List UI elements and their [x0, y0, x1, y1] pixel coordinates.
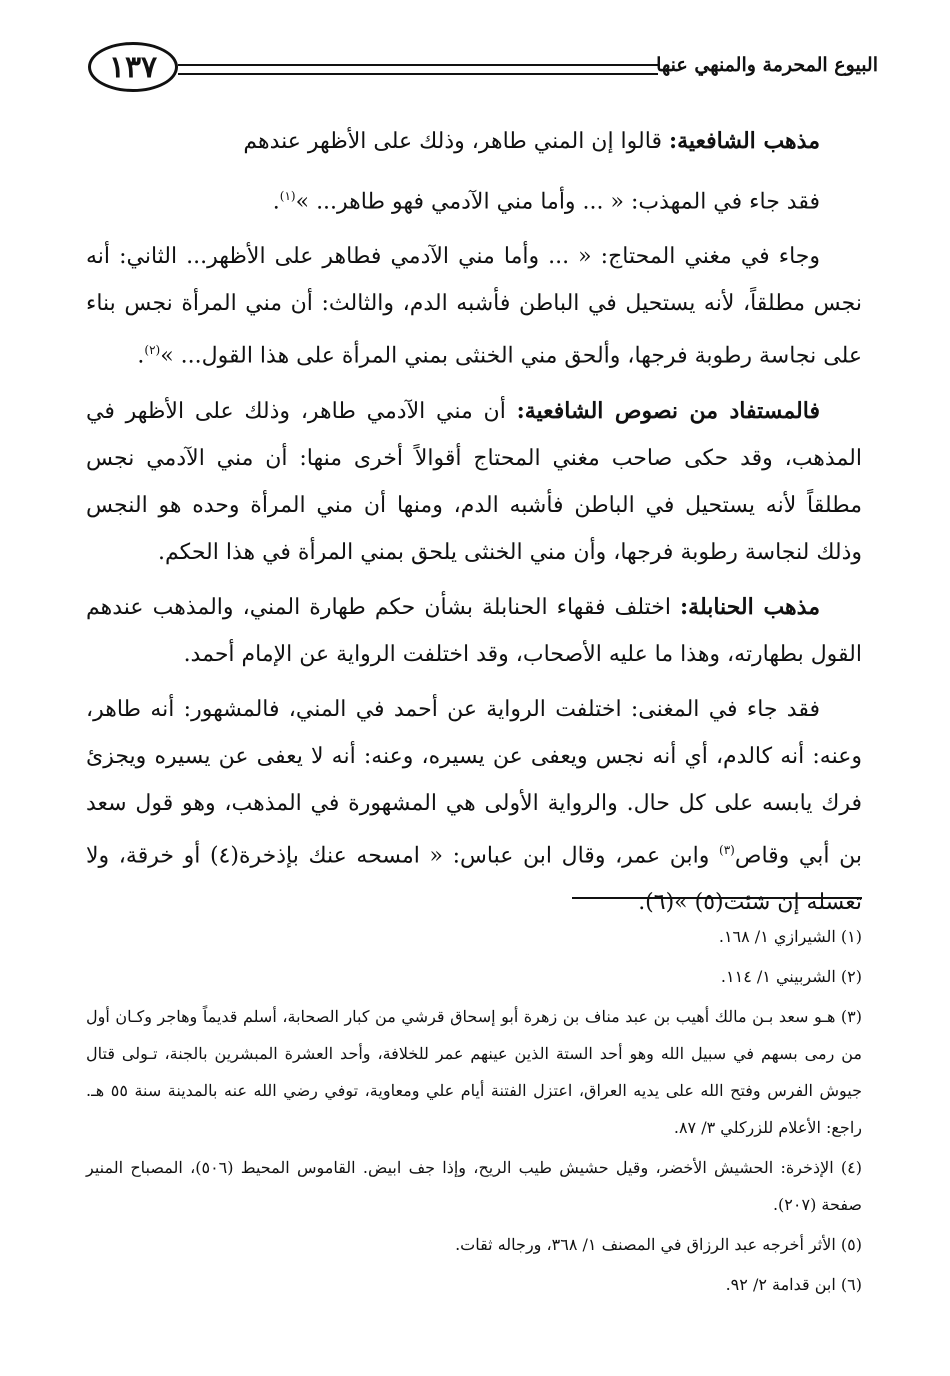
footnote: (٦) ابن قدامة ٢/ ٩٢. — [725, 1275, 862, 1294]
page-header — [88, 38, 878, 98]
footnote: (٣) هـو سعد بـن مالك أهيب بن عبد مناف بن زهرة أبو إسحاق قرشي من كبار الصحابة، أسلم قديماً وهاجر وكـان أول من رمى بسهم في سبيل الله وهو أحد الستة الذين عينهم عمر للخلافة، وأحد العشرة المبشرين بالجنة، تـولى قتال جيوش الفرس وفتح الله على يديه العراق، اعتزل الفتنة أيام علي ومعاوية، توفي رضي الله عنه بالمدينة سنة ٥٥ هـ. راجع: الأعلام للزركلي ٣/ ٨٧. — [86, 1007, 863, 1137]
footnote-separator — [572, 897, 862, 899]
paragraph-mughni: فقد جاء في المغنى: اختلفت الرواية عن أحمد في المني، فالمشهور: أنه طاهر، وعنه: أنه كالدم، أي أنه نجس ويعفى عن يسيره، وعنه: أنه لا يعفى عن يسيره ويجزئ فرك يابسه على كل حال. والرواية الأولى هي المشهورة في المذهب، وهو قول سعد بن أبي وقاص$^{(٣)}$ وابن عمر، وقال ابن عباس: « امسحه عنك بإذخرة(٤) أو خرقة، ولا تغسله إن شئت(٥) »(٦). — [86, 696, 863, 915]
paragraph-text: اختلف فقهاء الحنابلة بشأن حكم طهارة المني، والمذهب عندهم القول بطهارته، وهذا ما عليه الأصحاب، وقد اختلفت الرواية عن الإمام أحمد. — [86, 594, 862, 667]
paragraph-mughni-muhtaj: وجاء في مغني المحتاج: « ... وأما مني الآدمي فطاهر على الأظهر... الثاني: أنه نجس مطلقاً، لأنه يستحيل في الباطن فأشبه الدم، والثالث: أن مني المرأة نجس بناء على نجاسة رطوبة فرجها، وألحق مني الخنثى بمني المرأة على هذا القول... »$^{(٢)}$. — [86, 244, 862, 369]
paragraph-hanbali — [86, 584, 862, 678]
header-double-rule — [178, 64, 658, 75]
footnote-ref[interactable]: (٣) — [719, 842, 735, 857]
footnote-ref[interactable]: (٢) — [144, 343, 161, 358]
paragraph-lead: مذهب الشافعية: — [668, 128, 820, 154]
footnote: (٤) الإذخرة: الحشيش الأخضر، وقيل حشيش طيب الريح، وإذا جف ابيض. القاموس المحيط (٥٠٦)، المصباح المنير صفحة (٢٠٧). — [86, 1158, 863, 1214]
footnote: (١) الشيرازي ١/ ١٦٨. — [718, 927, 862, 946]
paragraph-text: فقد جاء في المهذب: « ... وأما مني الآدمي فهو طاهر... » — [295, 189, 820, 215]
paragraph-text: وجاء في مغني المحتاج: « ... وأما مني الآدمي فطاهر على الأظهر... الثاني: أنه نجس مطلقاً، لأنه يستحيل في الباطن فأشبه الدم، والثالث: أن مني المرأة نجس بناء على نجاسة رطوبة فرجها، وألحق مني الخنثى بمني المرأة على هذا القول... » — [86, 244, 862, 369]
main-text — [86, 118, 862, 934]
paragraph-lead: فالمستفاد من نصوص الشافعية: — [516, 397, 820, 424]
paragraph-lead: مذهب الحنابلة: — [680, 593, 820, 620]
page-number: ١٣٧ — [88, 42, 178, 92]
paragraph-conclusion-shafii — [86, 388, 862, 576]
running-title: البيوع المحرمة والمنهي عنها — [656, 54, 878, 76]
footnote-ref[interactable]: (١) — [279, 189, 296, 203]
paragraph-text: فقد جاء في المغنى: اختلفت الرواية عن أحمد في المني، فالمشهور: أنه طاهر، وعنه: أنه كالدم، أي أنه نجس ويعفى عن يسيره، وعنه: أنه لا يعفى عن يسيره ويجزئ فرك يابسه على كل حال. والرواية الأولى هي المشهورة في المذهب، وهو قول سعد بن أبي وقاص — [86, 696, 863, 868]
footnotes — [86, 918, 862, 1306]
paragraph-shafii — [86, 118, 862, 165]
paragraph-text: أن مني الآدمي طاهر، وذلك على الأظهر في المذهب، وقد حكى صاحب مغني المحتاج أقوالاً أخرى منها: أن مني الآدمي نجس مطلقاً لأنه يستحيل في الباطن فأشبه الدم، ومنها أن مني المرأة وحده هو النجس وذلك لنجاسة رطوبة فرجها، وأن مني الخنثى يلحق بمني المرأة في هذا الحكم. — [86, 398, 862, 565]
footnote: (٢) الشربيني ١/ ١١٤. — [720, 967, 862, 986]
paragraph-muhadhdhab: فقد جاء في المهذب: « ... وأما مني الآدمي فهو طاهر... »$^{(١)}$. — [272, 189, 820, 215]
footnote: (٥) الأثر أخرجه عبد الرزاق في المصنف ١/ ٣٦٨، ورجاله ثقات. — [455, 1235, 862, 1254]
paragraph-text: قالوا إن المني طاهر، وذلك على الأظهر عندهم — [243, 129, 669, 154]
